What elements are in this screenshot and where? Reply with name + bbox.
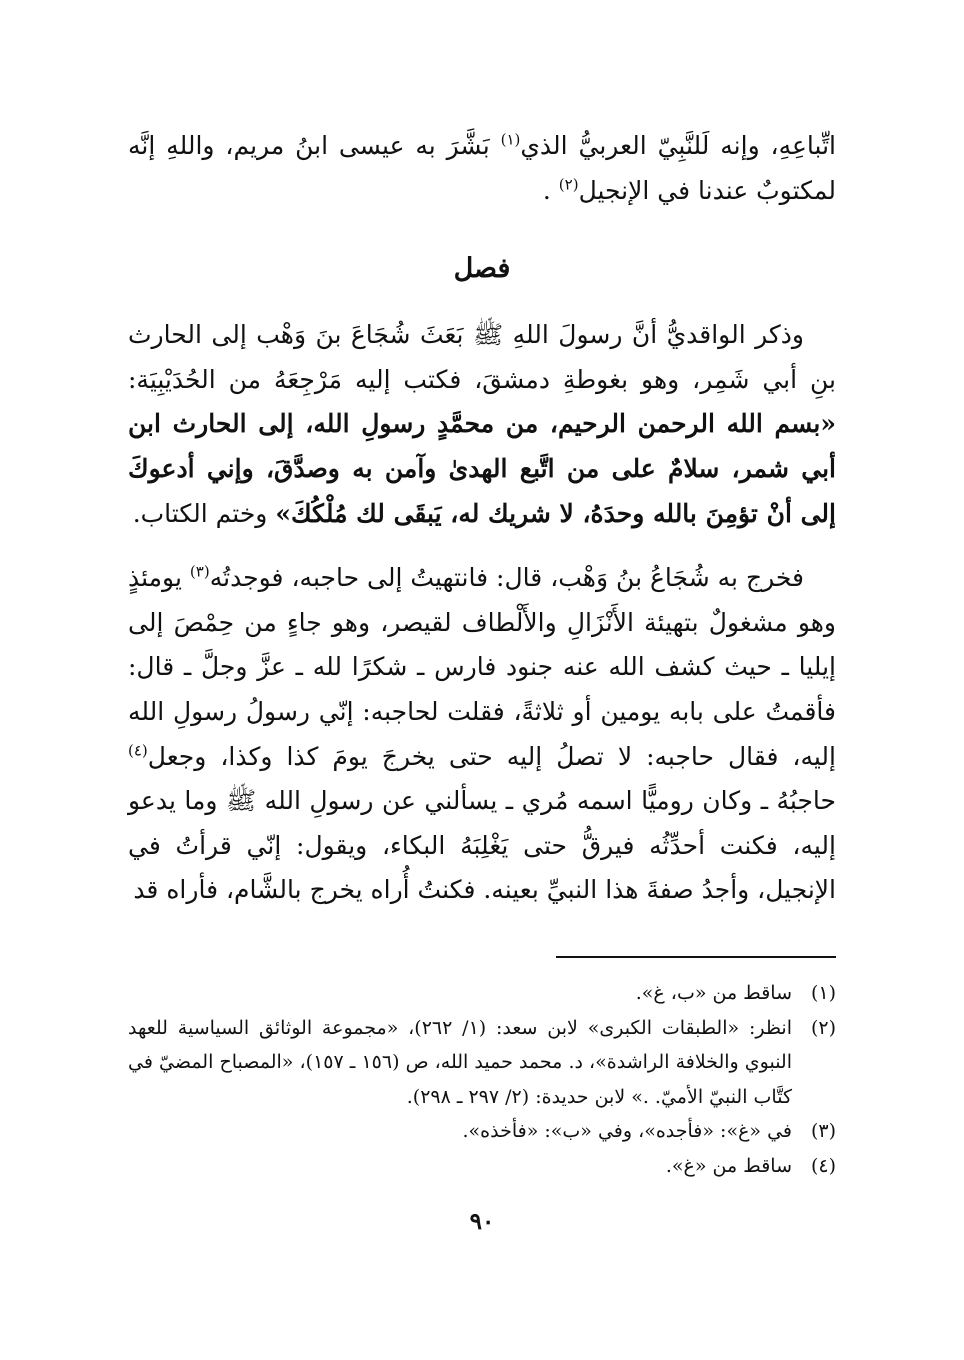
footnote-1 [128, 976, 836, 1011]
footnote-4 [128, 1149, 836, 1184]
page-number: ٩٠ [469, 1208, 495, 1235]
footnote-marker-2: (٢) [558, 175, 579, 194]
footnote-number: (٣) [810, 1120, 836, 1142]
paragraph-letter-intro: وذكر الواقديُّ أنَّ رسولَ اللهِ ﷺ بَعَثَ شُجَاعَ بنَ وَهْب إلى الحارث بنِ أبي شَمِر، وهو بغوطةِ دمشقَ، فكتب إليه مَرْجِعَهُ من الحُدَيْبِيَة: [128, 320, 836, 394]
paragraph-narration-text-2: يومئذٍ وهو مشغولٌ بتهيئة الأَنْزَالِ والأَلْطاف لقيصر، وهو جاءٍ من حِمْصَ إلى إيليا ـ حيث كشف الله عنه جنود فارس ـ شكرًا لله ـ عزَّ وجلَّ ـ قال: فأقمتُ على بابه يومين أو ثلاثةً، فقلت لحاجبه: إنّي رسولُ رسولِ الله إليه، فقال حاجبه: لا تصلُ إليه حتى يخرجَ يومَ كذا وكذا، وجعل [128, 563, 836, 771]
paragraph-narration [128, 556, 836, 913]
footnote-number: (٢) [810, 1016, 836, 1039]
footnote-marker-4: (٤) [128, 741, 148, 760]
paragraph-narration-text-3: حاجبُهُ ـ وكان روميًّا اسمه مُري ـ يسألني عن رسولِ الله ﷺ وما يدعو إليه، فكنت أحدِّثُه فيرقُّ حتى يَغْلِبَهُ البكاء، ويقول: إنّي قرأتُ في الإنجيل، وأجدُ صفةَ هذا النبيِّ بعينه. فكنتُ أُراه يخرج بالشَّام، فأراه قد [128, 786, 836, 905]
main-text [128, 124, 836, 913]
footnote-text: ساقط من «غ». [665, 1154, 792, 1177]
footnote-2 [128, 1011, 836, 1115]
footnote-divider [556, 956, 836, 958]
section-heading: فصل [453, 253, 511, 285]
paragraph-opening-text-3: . [542, 175, 559, 205]
footnote-marker-3: (٣) [189, 562, 210, 581]
footnote-number: (٤) [810, 1154, 836, 1177]
footnote-number: (١) [810, 982, 836, 1004]
paragraph-narration-text-1: فخرج به شُجَاعُ بنُ وَهْب، قال: فانتهيتُ إلى حاجبه، فوجدتُه [209, 563, 804, 593]
footnotes [128, 976, 836, 1183]
footnote-text: ساقط من «ب، غ». [635, 982, 792, 1004]
footnote-marker-1: (١) [500, 130, 521, 149]
paragraph-opening-text-2: بَشَّرَ به عيسى ابنُ مريم، واللهِ إنَّه لمكتوبٌ عندنا في الإنجيل [128, 131, 836, 205]
paragraph-opening [128, 124, 836, 213]
footnote-text: انظر: «الطبقات الكبرى» لابن سعد: (١/ ٢٦٢)، «مجموعة الوثائق السياسية للعهد النبوي والخلافة الراشدة»، د. محمد حميد الله، ص (١٥٦ ـ ١٥٧)، «المصباح المضيّ في كتَّاب النبيّ الأميّ. .» لابن حديدة: (٢/ ٢٩٧ ـ ٢٩٨). [128, 1016, 793, 1108]
paragraph-letter-tail: وختم الكتاب. [132, 498, 276, 528]
paragraph-opening-text-1: اتِّباعِهِ، وإنه لَلنَّبِيّ العربيُّ الذي [520, 131, 836, 160]
paragraph-letter [128, 313, 836, 536]
letter-quote: «بسم الله الرحمن الرحيم، من محمَّدٍ رسولِ الله، إلى الحارث ابن أبي شمر، سلامٌ على من اتَّبع الهدىٰ وآمن به وصدَّقَ، وإني أدعوكَ إلى أنْ تؤمِنَ بالله وحدَهُ، لا شريك له، يَبقَى لك مُلْكُكَ» [128, 409, 836, 528]
footnote-3 [128, 1114, 836, 1149]
footnote-text: في «غ»: «فأجده»، وفي «ب»: «فأخذه». [462, 1120, 792, 1142]
